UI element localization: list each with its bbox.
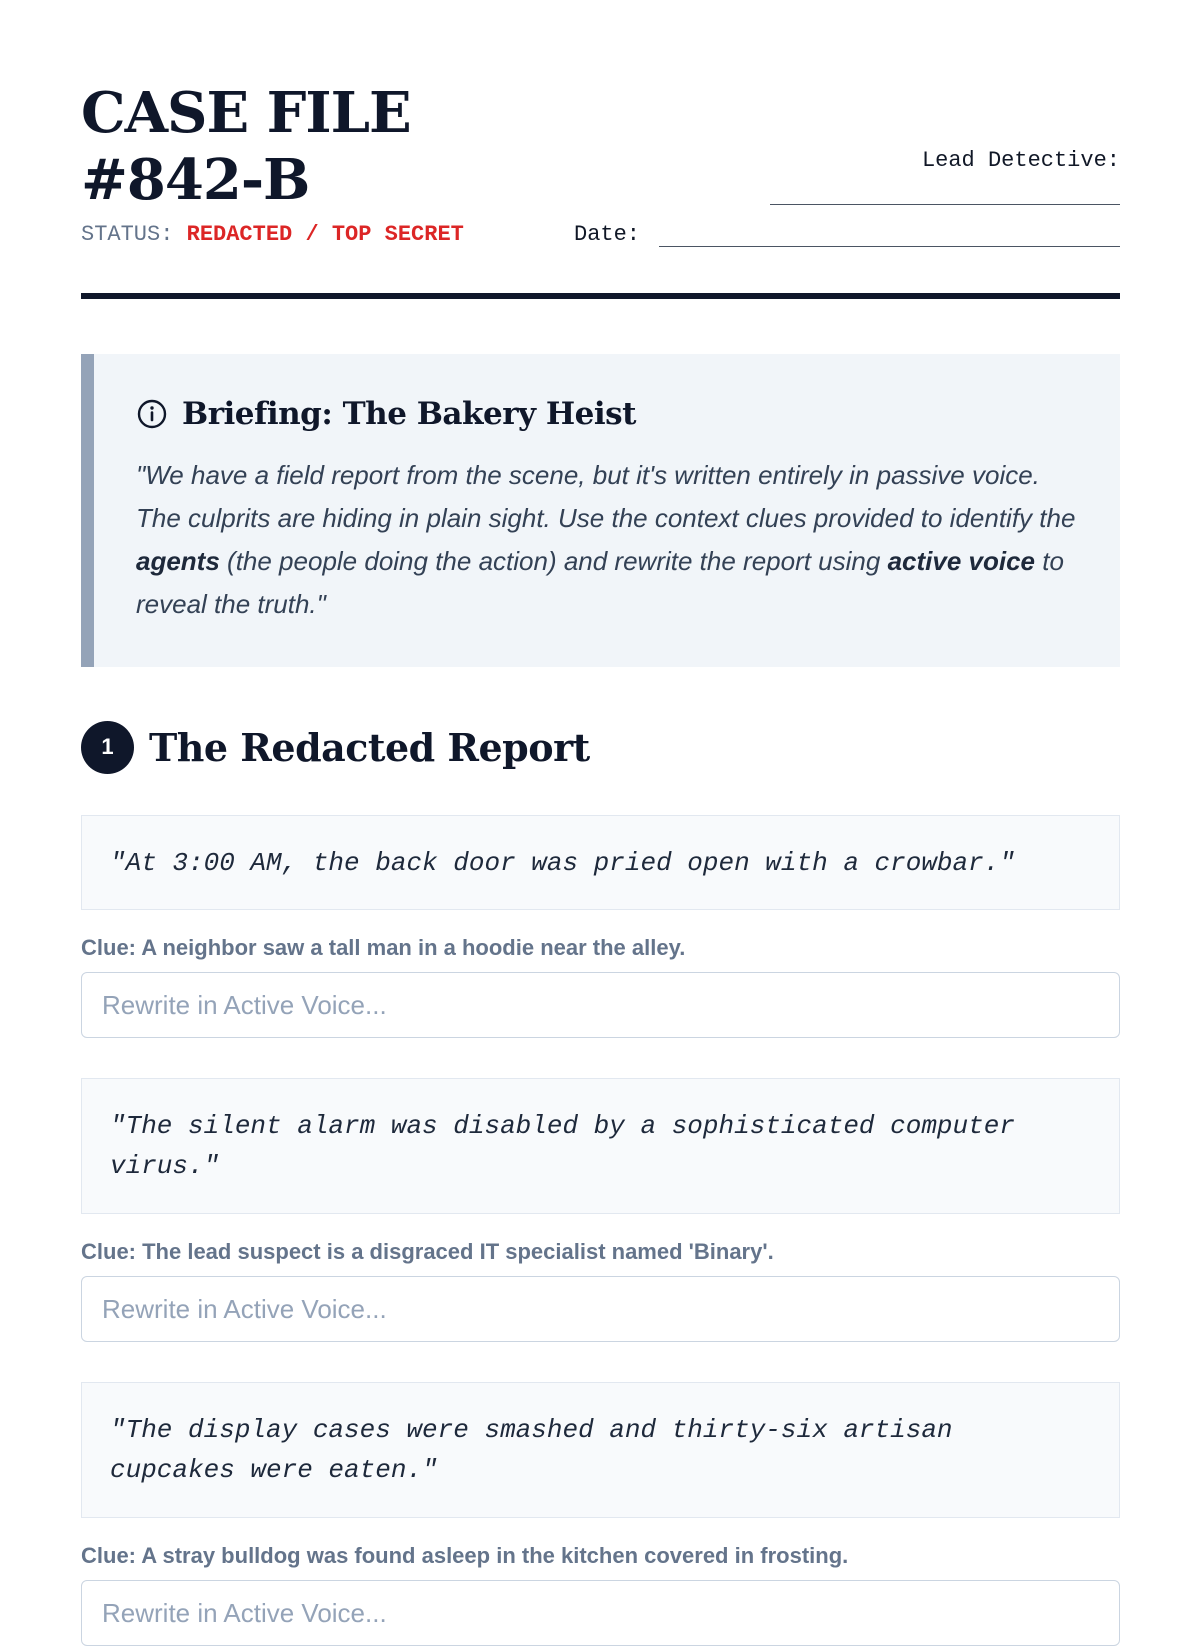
report-quote [81,1078,1120,1214]
briefing-text-part: (the people doing the action) and rewrite the report using [219,546,888,576]
rewrite-input[interactable] [81,1276,1120,1342]
section-number-badge: 1 [81,721,134,774]
worksheet-page [81,0,1120,1568]
briefing-box [81,354,1120,667]
header-divider [81,293,1120,299]
briefing-text-part: "We have a field report from the scene, but it's written entirely in passive voice. The culprits are hiding in plain sight. Use the context clues provided to identify the [136,460,1076,533]
clue-text: Clue: A stray bulldog was found asleep in the kitchen covered in frosting. [81,1543,849,1568]
case-title: CASE FILE #842-B [81,80,411,213]
info-icon [136,398,168,430]
clue-text: Clue: The lead suspect is a disgraced IT specialist named 'Binary'. [81,1239,774,1264]
briefing-bold-active-voice: active voice [887,546,1035,576]
case-header [81,0,1120,300]
status-label: STATUS: [81,222,174,247]
date-label: Date: [574,222,641,247]
status-value: REDACTED / TOP SECRET [186,222,464,247]
report-quote [81,815,1120,910]
briefing-text [136,454,1080,626]
lead-detective-line [770,204,1120,205]
report-quote-text: "The silent alarm was disabled by a sophisticated computer virus." [110,1111,1015,1181]
briefing-header [136,394,1080,434]
briefing-title: Briefing: The Bakery Heist [182,396,636,432]
report-quote-text: "At 3:00 AM, the back door was pried open with a crowbar." [110,847,1015,878]
report-quote-text: "The display cases were smashed and thirty-six artisan cupcakes were eaten." [110,1415,953,1485]
briefing-text-part: to reveal the truth." [136,546,1064,619]
date-line [659,246,1120,247]
case-status [81,222,464,247]
briefing-bold-agents: agents [136,546,220,576]
rewrite-input[interactable] [81,972,1120,1038]
clue-text: Clue: A neighbor saw a tall man in a hoodie near the alley. [81,935,686,960]
lead-detective-label: Lead Detective: [921,148,1120,173]
rewrite-input[interactable] [81,1580,1120,1646]
report-quote [81,1382,1120,1518]
section-title: The Redacted Report [149,724,590,770]
section-header [81,720,590,774]
